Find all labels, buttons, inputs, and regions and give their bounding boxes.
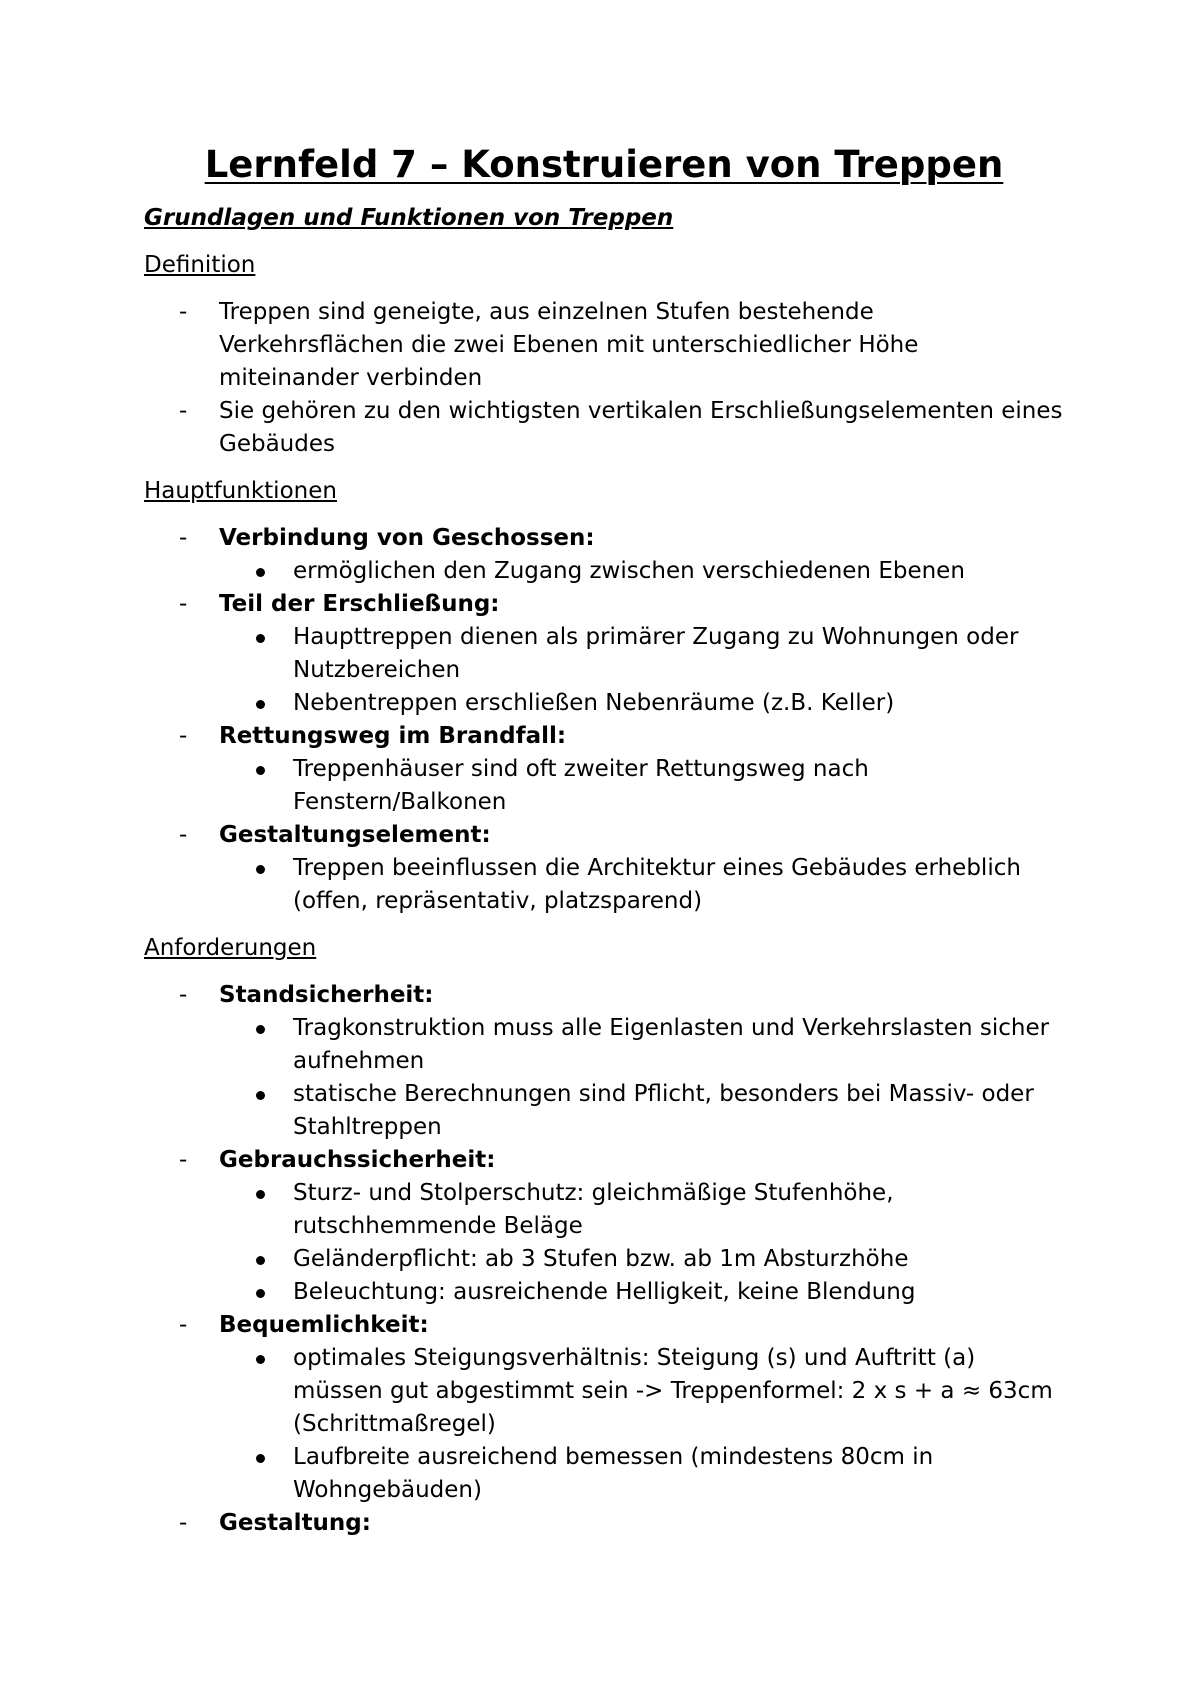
item-label: Gestaltung:: [219, 1510, 371, 1536]
bullet-list: [219, 852, 1064, 918]
bullet-list: [219, 621, 1064, 720]
item-label: Verbindung von Geschossen:: [219, 525, 595, 551]
bullet-item: Treppen beeinflussen die Architektur eines Gebäudes erheblich (offen, repräsentativ, platzsparend): [293, 852, 1064, 918]
bullet-item: statische Berechnungen sind Pflicht, besonders bei Massiv- oder Stahltreppen: [293, 1078, 1064, 1144]
bullet-item: Treppenhäuser sind oft zweiter Rettungsweg nach Fenstern/Balkonen: [293, 753, 1064, 819]
hauptfunktionen-heading: Hauptfunktionen: [144, 478, 337, 504]
bullet-item: ermöglichen den Zugang zwischen verschiedenen Ebenen: [293, 555, 1064, 588]
item-label: Gebrauchssicherheit:: [219, 1147, 496, 1173]
bullet-item: Geländerpflicht: ab 3 Stufen bzw. ab 1m Absturzhöhe: [293, 1243, 1064, 1276]
list-item: - Sie gehören zu den wichtigsten vertikalen Erschließungselementen eines Gebäudes: [219, 395, 1064, 461]
item-label: Rettungsweg im Brandfall:: [219, 723, 567, 749]
bullet-list: [219, 753, 1064, 819]
list-item: [219, 1309, 1064, 1507]
list-item: [219, 720, 1064, 819]
bullet-item: Tragkonstruktion muss alle Eigenlasten und Verkehrslasten sicher aufnehmen: [293, 1012, 1064, 1078]
bullet-list: [219, 1342, 1064, 1507]
definition-heading: Definition: [144, 252, 256, 278]
bullet-list: [219, 1177, 1064, 1309]
bullet-item: Beleuchtung: ausreichende Helligkeit, keine Blendung: [293, 1276, 1064, 1309]
page-title: Lernfeld 7 – Konstruieren von Treppen: [204, 143, 1004, 186]
list-item: [219, 1507, 1064, 1540]
list-item: [219, 979, 1064, 1144]
document-page: [144, 138, 1064, 1540]
bullet-item: Nebentreppen erschließen Nebenräume (z.B. Keller): [293, 687, 1064, 720]
bullet-list: [219, 1012, 1064, 1144]
bullet-item: Sturz- und Stolperschutz: gleichmäßige Stufenhöhe, rutschhemmende Beläge: [293, 1177, 1064, 1243]
item-label: Gestaltungselement:: [219, 822, 491, 848]
definition-list: [144, 296, 1064, 461]
anforderungen-heading: Anforderungen: [144, 935, 317, 961]
hauptfunktionen-list: [144, 522, 1064, 918]
section-heading: Grundlagen und Funktionen von Treppen: [144, 205, 674, 231]
list-item: [219, 588, 1064, 720]
list-item: [219, 819, 1064, 918]
list-item: [219, 1144, 1064, 1309]
list-item: [219, 522, 1064, 588]
bullet-item: Laufbreite ausreichend bemessen (mindestens 80cm in Wohngebäuden): [293, 1441, 1064, 1507]
item-label: Standsicherheit:: [219, 982, 434, 1008]
bullet-list: [219, 555, 1064, 588]
anforderungen-list: [144, 979, 1064, 1540]
item-label: Teil der Erschließung:: [219, 591, 500, 617]
bullet-item: optimales Steigungsverhältnis: Steigung (s) und Auftritt (a) müssen gut abgestimmt sein -> Treppenformel: 2 x s + a ≈ 63cm (Schrittmaßregel): [293, 1342, 1064, 1441]
item-label: Bequemlichkeit:: [219, 1312, 429, 1338]
list-item: - Treppen sind geneigte, aus einzelnen Stufen bestehende Verkehrsflächen die zwei Ebenen mit unterschiedlicher Höhe miteinander verbinden: [219, 296, 1064, 395]
bullet-item: Haupttreppen dienen als primärer Zugang zu Wohnungen oder Nutzbereichen: [293, 621, 1064, 687]
